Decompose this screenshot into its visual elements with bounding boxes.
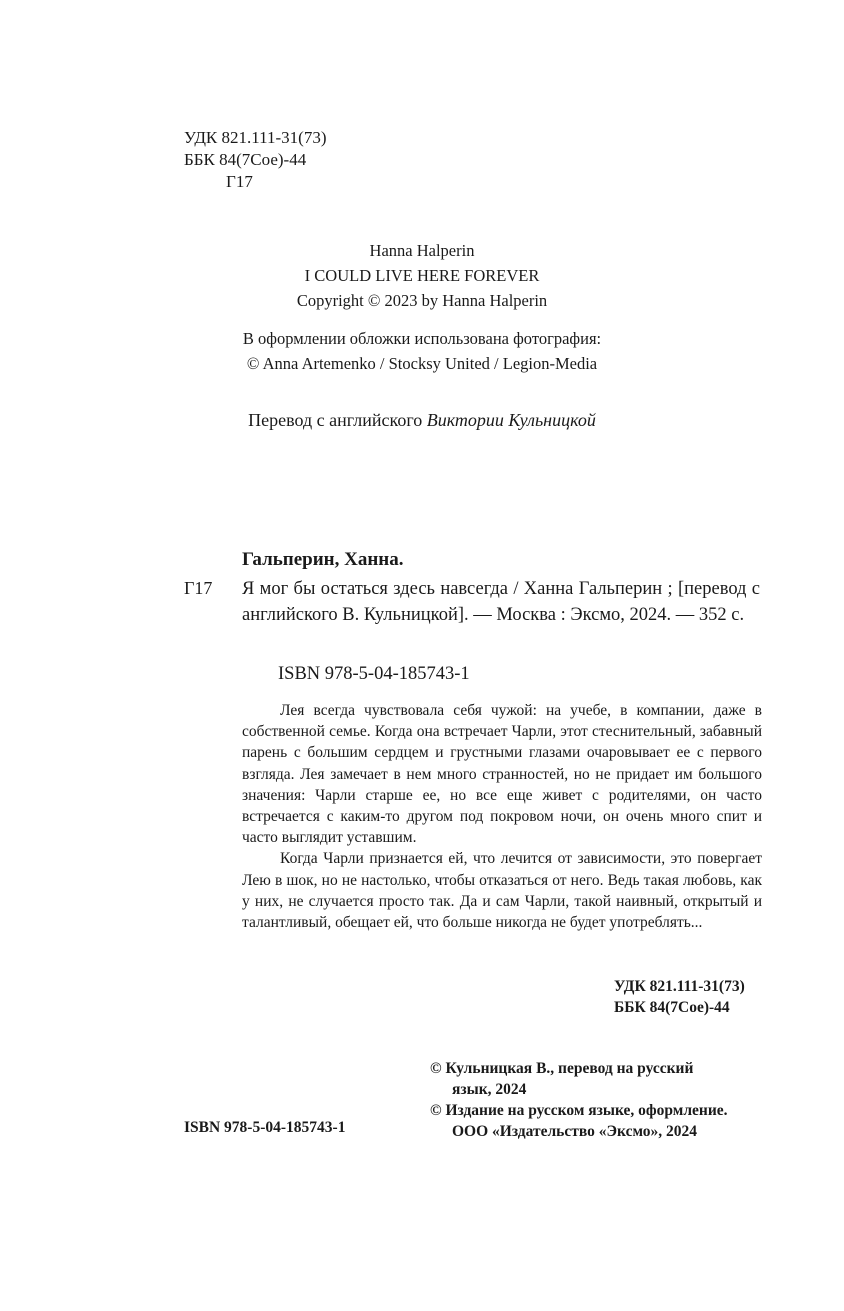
original-author: Hanna Halperin <box>369 241 475 260</box>
edition-copyright-line2: ООО «Издательство «Эксмо», 2024 <box>452 1123 698 1140</box>
udk-block-top <box>184 127 326 193</box>
udk-code: УДК 821.111-31(73) <box>184 128 327 147</box>
udk-block-bottom <box>614 976 745 1018</box>
translation-copyright-line1: © Кульницкая В., перевод на русский <box>430 1060 694 1077</box>
annotation <box>242 700 762 933</box>
translation-prefix: Перевод с английского <box>248 410 423 430</box>
annotation-paragraph: Когда Чарли признается ей, что лечится от зависимости, это повергает Лею в шок, но не настолько, чтобы отказаться от него. Ведь такая любовь, как у них, не случается просто так. Да и сам Чарли, такой наивный, открытый и талантливый, обещает ей, что больше никогда не будет употреблять... <box>242 850 762 932</box>
author-mark: Г17 <box>226 172 253 191</box>
copyright-block <box>430 1058 770 1142</box>
catalog-isbn: ISBN 978-5-04-185743-1 <box>278 664 470 684</box>
original-copyright: Copyright © 2023 by Hanna Halperin <box>296 291 548 310</box>
cover-credit <box>0 326 844 376</box>
udk-code-bottom: УДК 821.111-31(73) <box>614 978 745 995</box>
original-credits <box>0 238 844 313</box>
annotation-paragraph: Лея всегда чувствовала себя чужой: на учебе, в компании, даже в собственной семье. Когда она встречает Чарли, этот стеснительный, забавный парень с большим сердцем и грустными глазами очаровывает ее с первого взгляда. Лея замечает в нем много странностей, но не придает им большого значения: Чарли старше ее, но все еще живет с родителями, он часто встречается с каким-то другом под покровом ночи, он очень много спит и часто выглядит уставшим. <box>242 702 762 847</box>
translation-copyright-line2: язык, 2024 <box>452 1081 527 1098</box>
edition-copyright-line1: © Издание на русском языке, оформление. <box>430 1102 728 1119</box>
bbk-code-bottom: ББК 84(7Сое)-44 <box>614 999 730 1016</box>
bibliographic-description: Я мог бы остаться здесь навсегда / Ханна Гальперин ; [перевод с английского В. Кульницкой]. — Москва : Эксмо, 2024. — 352 с. <box>242 579 760 625</box>
translation-credit <box>0 408 844 433</box>
catalog-author-heading: Гальперин, Ханна. <box>242 549 404 570</box>
original-title: I COULD LIVE HERE FOREVER <box>304 266 540 285</box>
isbn-bottom: ISBN 978-5-04-185743-1 <box>184 1119 346 1136</box>
catalog-code: Г17 <box>184 578 213 598</box>
cover-credit-line1: В оформлении обложки использована фотография: <box>242 329 602 348</box>
translator-name: Виктории Кульницкой <box>426 410 596 430</box>
bbk-code: ББК 84(7Сое)-44 <box>184 150 307 169</box>
cover-credit-line2: © Anna Artemenko / Stocksy United / Legion-Media <box>246 354 598 373</box>
